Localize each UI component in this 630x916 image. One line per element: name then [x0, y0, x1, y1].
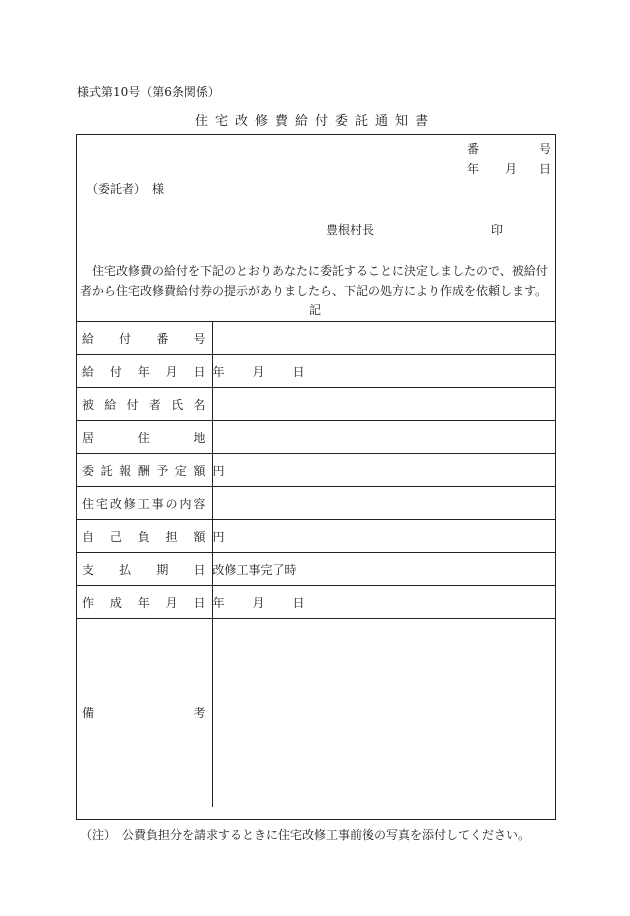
- row-value-field[interactable]: [212, 454, 556, 487]
- row-label: [76, 355, 212, 388]
- row-label-char: 額: [193, 529, 206, 544]
- row-label-char: 内: [179, 496, 192, 511]
- document-title: 住宅改修費給付委託通知書: [194, 114, 435, 129]
- row-label-char: 支: [82, 562, 95, 577]
- row-label-char: 自: [82, 529, 95, 544]
- row-label-char: 被: [82, 397, 95, 412]
- row-label-char: 日: [193, 595, 206, 610]
- row-label-char: 修: [123, 496, 136, 511]
- row-label: [76, 553, 212, 586]
- yen-unit: 円: [212, 463, 225, 478]
- table-row: [76, 487, 556, 520]
- details-table: [76, 321, 556, 807]
- row-value-field[interactable]: [212, 520, 556, 553]
- row-label-char: 担: [165, 529, 178, 544]
- row-label-char: 付: [119, 331, 132, 346]
- header-date-day: 日: [539, 162, 552, 176]
- row-label-char: 容: [193, 496, 206, 511]
- date-unit: 月: [252, 364, 265, 379]
- table-row: [76, 586, 556, 619]
- row-label-char: 予: [156, 463, 169, 478]
- row-label-char: 酬: [137, 463, 150, 478]
- date-unit: 年: [212, 595, 225, 610]
- row-label-char: 報: [119, 463, 132, 478]
- row-value-field[interactable]: [212, 487, 556, 520]
- ki-heading: 記: [308, 303, 321, 317]
- table-row: [76, 553, 556, 586]
- row-label-char: 期: [156, 562, 169, 577]
- row-label-char: 付: [109, 364, 122, 379]
- date-unit: 日: [292, 595, 305, 610]
- row-label-char: 住: [82, 496, 95, 511]
- row-label-char: 成: [109, 595, 122, 610]
- table-row: [76, 421, 556, 454]
- row-label: [76, 454, 212, 487]
- row-label-char: 月: [165, 595, 178, 610]
- number-label: 番: [467, 142, 480, 156]
- table-row: [76, 520, 556, 553]
- row-label-char: 己: [109, 529, 122, 544]
- row-label-char: 宅: [95, 496, 108, 511]
- row-value-field[interactable]: [212, 619, 556, 807]
- row-label-char: 居: [82, 430, 95, 445]
- row-label-char: 付: [126, 397, 139, 412]
- row-value-field[interactable]: [212, 322, 556, 355]
- row-label-char: 給: [82, 331, 95, 346]
- row-value-field[interactable]: [212, 355, 556, 388]
- row-label-char: 考: [193, 706, 206, 721]
- issuer-mayor: 豊根村長: [326, 223, 375, 237]
- table-row: [76, 388, 556, 421]
- row-label-char: 委: [82, 463, 95, 478]
- table-row: [76, 454, 556, 487]
- date-unit: 月: [252, 595, 265, 610]
- row-label-char: 者: [148, 397, 161, 412]
- row-label-char: 氏: [171, 397, 184, 412]
- table-row: [76, 619, 556, 807]
- notice-body-text: 住宅改修費の給付を下記のとおりあなたに委託することに決定しましたので、被給付者から住宅改修費給付券の提示がありましたら、下記の処方により作成を依頼します。: [80, 264, 548, 298]
- row-label-char: 払: [119, 562, 132, 577]
- date-unit: 日: [292, 364, 305, 379]
- row-label-char: 改: [109, 496, 122, 511]
- table-row: [76, 355, 556, 388]
- row-label-char: 年: [137, 364, 150, 379]
- row-label-char: 号: [193, 331, 206, 346]
- row-label-char: 額: [193, 463, 206, 478]
- row-value-field[interactable]: [212, 586, 556, 619]
- row-label-char: 名: [193, 397, 206, 412]
- number-suffix: 号: [539, 142, 552, 156]
- form-number-label: 様式第10号（第6条関係）: [77, 85, 220, 99]
- row-label-char: 事: [151, 496, 164, 511]
- row-label-char: 給: [82, 364, 95, 379]
- row-label-char: 給: [104, 397, 117, 412]
- row-label-char: 託: [100, 463, 113, 478]
- footnote: （注） 公費負担分を請求するときに住宅改修工事前後の写真を添付してください。: [80, 828, 531, 842]
- row-label-char: 番: [156, 331, 169, 346]
- yen-unit: 円: [212, 529, 225, 544]
- row-label-char: 負: [137, 529, 150, 544]
- row-label-char: 工: [137, 496, 150, 511]
- payment-due-text: 改修工事完了時: [212, 562, 297, 577]
- row-label-char: 作: [82, 595, 95, 610]
- row-value-field[interactable]: [212, 553, 556, 586]
- row-label: [76, 421, 212, 454]
- addressee: （委託者） 様: [86, 182, 165, 196]
- row-label-char: の: [165, 496, 178, 511]
- row-label: [76, 322, 212, 355]
- row-label-char: 備: [82, 706, 95, 721]
- row-label-char: 日: [193, 562, 206, 577]
- row-label-char: 地: [193, 430, 206, 445]
- seal-mark: 印: [491, 223, 504, 237]
- row-label-char: 日: [193, 364, 206, 379]
- row-label: [76, 520, 212, 553]
- row-label-char: 住: [137, 430, 150, 445]
- row-label-char: 年: [137, 595, 150, 610]
- row-value-field[interactable]: [212, 388, 556, 421]
- row-label-char: 定: [174, 463, 187, 478]
- row-label: [76, 388, 212, 421]
- row-label: [76, 487, 212, 520]
- table-row: [76, 322, 556, 355]
- row-label: [76, 586, 212, 619]
- row-value-field[interactable]: [212, 421, 556, 454]
- row-label: [76, 619, 212, 807]
- row-label-char: 月: [165, 364, 178, 379]
- header-date-month: 月: [505, 162, 518, 176]
- date-unit: 年: [212, 364, 225, 379]
- header-date-year: 年: [467, 162, 480, 176]
